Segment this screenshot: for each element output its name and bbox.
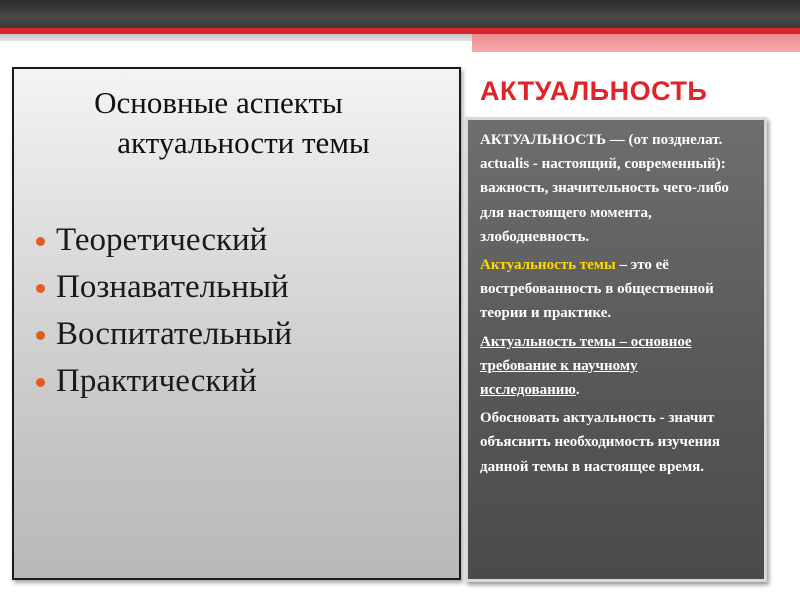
bullet-icon: [36, 331, 45, 340]
topic-relevance-term: Актуальность темы: [480, 257, 616, 274]
aspect-item-label: Познавательный: [56, 269, 289, 305]
top-gray-strip: [0, 34, 472, 41]
relevance-heading: АКТУАЛЬНОСТЬ: [480, 76, 708, 106]
topic-relevance-rest: – это её востребованность в общественной теории и практике.: [480, 257, 714, 322]
justify-paragraph: Обосновать актуальность - значит объяснить необходимость изучения данной темы в настоящее время.: [480, 410, 721, 475]
bullet-icon: [36, 237, 45, 246]
aspect-item-educational: [36, 311, 292, 358]
aspect-item-label: Воспитательный: [56, 316, 292, 352]
aspect-item-label: Теоретический: [56, 222, 268, 258]
aspect-item-cognitive: [36, 264, 292, 311]
requirement-end: .: [575, 382, 580, 399]
bullet-icon: [36, 284, 45, 293]
aspects-panel: [12, 67, 461, 580]
relevance-text: [480, 128, 738, 483]
aspects-title-line1: Основные аспекты: [94, 85, 343, 120]
aspect-item-label: Практический: [56, 363, 257, 399]
aspect-item-practical: [36, 358, 292, 405]
requirement-paragraph: [480, 330, 738, 403]
definition-paragraph: АКТУАЛЬНОСТЬ — (от позднелат. actualis - настоящий, современный): важность, значительность чего-либо для настоящего момента, злободневность.: [480, 132, 729, 245]
topic-relevance-paragraph: [480, 253, 738, 326]
top-pink-strip: [472, 34, 800, 52]
relevance-panel: [465, 117, 767, 582]
aspects-title: [14, 83, 463, 163]
aspect-item-theoretical: [36, 217, 292, 264]
bullet-icon: [36, 378, 45, 387]
top-dark-band: [0, 0, 800, 28]
requirement-underlined: Актуальность темы – основное требование к научному исследованию: [480, 333, 692, 399]
aspects-list: [36, 217, 292, 405]
aspects-title-line2: актуальности темы: [117, 125, 370, 160]
